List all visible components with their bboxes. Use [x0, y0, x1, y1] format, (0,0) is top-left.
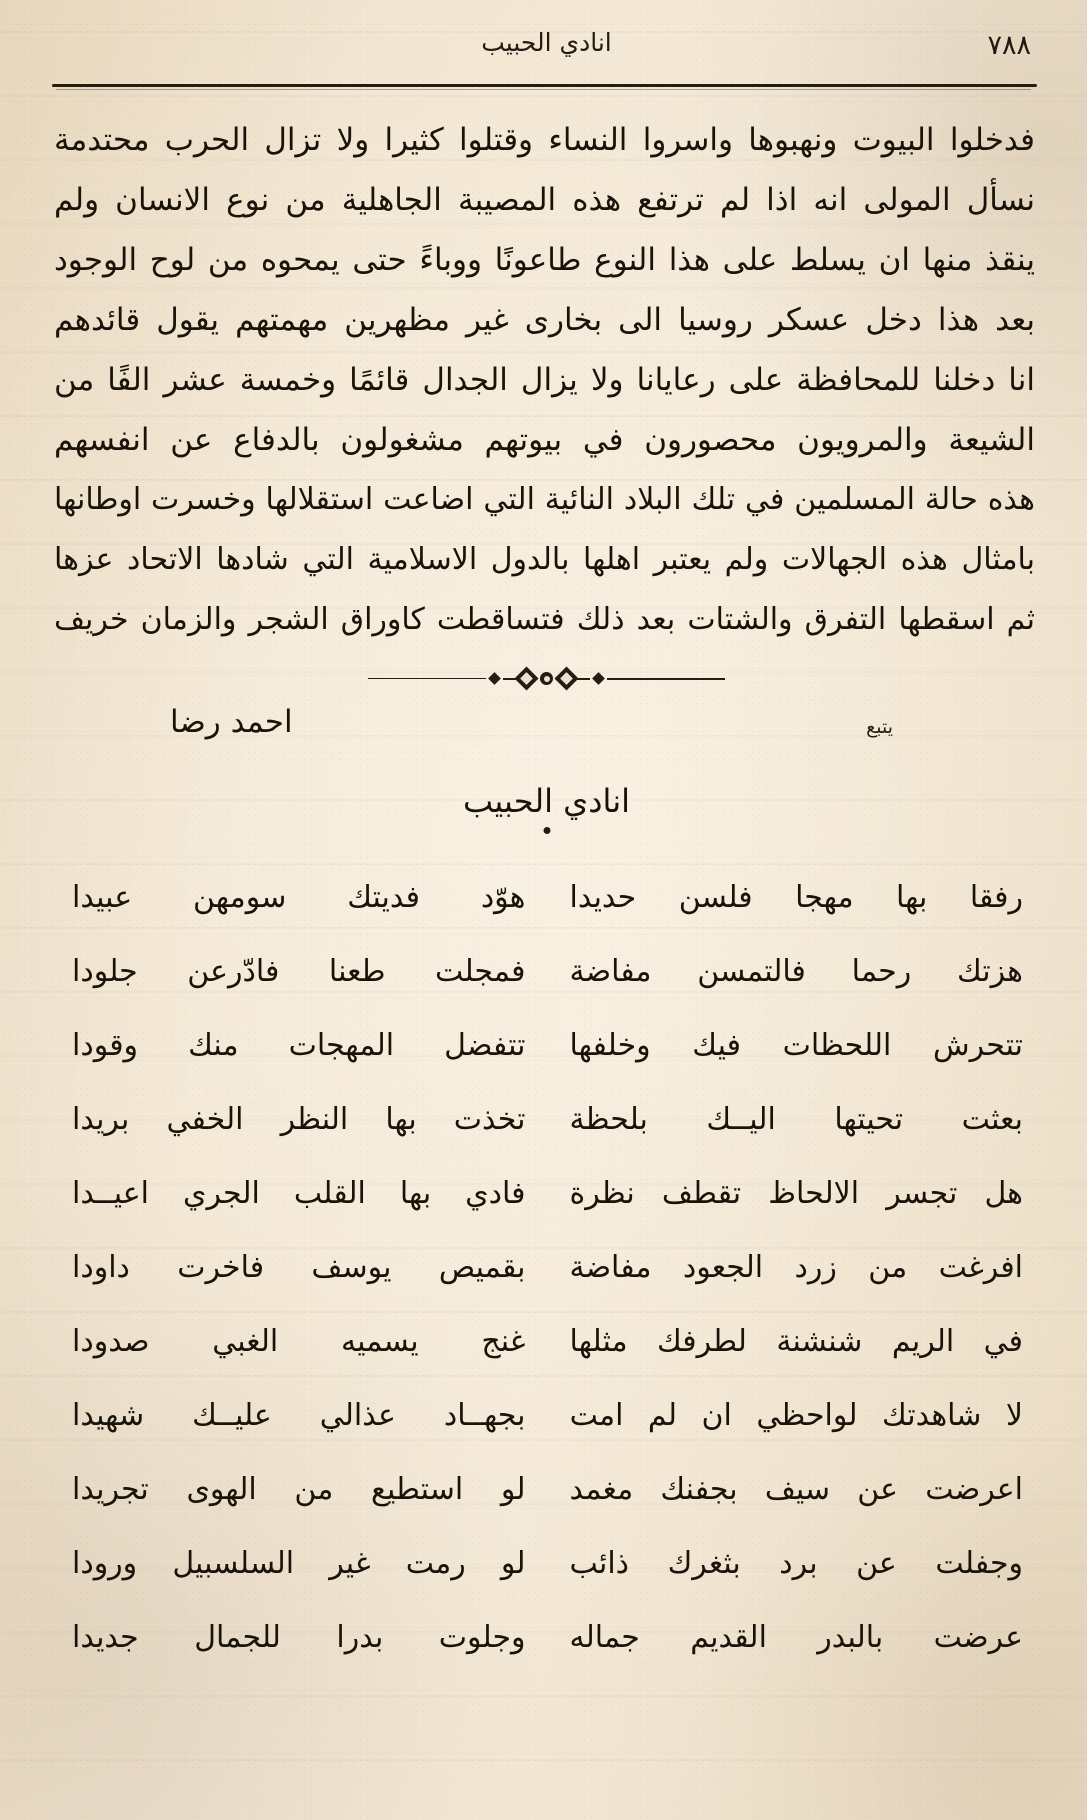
poem-word: بريدا [72, 1101, 130, 1137]
poem-word: بدرا [336, 1619, 384, 1655]
poem-word: وجفلت [935, 1545, 1023, 1581]
poem-verse [56, 1600, 1037, 1674]
poem-word: لو [500, 1545, 526, 1581]
poem-word: مفاضة [569, 953, 652, 989]
poem-word: تتفضل [444, 1027, 526, 1063]
poem-word: منك [188, 1027, 239, 1063]
poem-word: زرد [794, 1249, 837, 1285]
running-title: انادي الحبيب [481, 28, 612, 57]
poem-word: فديتك [347, 879, 420, 915]
article-line: هذه حالة المسلمين في تلك البلاد النائية التي اضاعت استقلالها وخسرت اوطانها [54, 482, 1035, 517]
poem-word: تجسر [886, 1175, 958, 1211]
poem-word: فاخرت [177, 1249, 265, 1285]
poem-word: لا [1005, 1397, 1023, 1433]
poem-verse [56, 1230, 1037, 1304]
poem-word: ان [701, 1397, 732, 1433]
poem-verse [56, 1156, 1037, 1230]
poem-word: لطرفك [657, 1323, 747, 1359]
poem-word: تحيتها [834, 1101, 904, 1137]
divider-diamond-right [514, 666, 538, 690]
article-line: بامثال هذه الجهالات ولم يعتبر اهلها بالدول الاسلامية التي شادها الاتحاد عزها [54, 542, 1035, 577]
poem-verse [56, 1008, 1037, 1082]
poem-verse [56, 1082, 1037, 1156]
poem-word: بعثت [961, 1101, 1023, 1137]
article-footer [50, 704, 1043, 764]
poem-word: بها [399, 1175, 432, 1211]
poem-word: اعيــدا [72, 1175, 149, 1211]
poem-word: ذائب [569, 1545, 630, 1581]
article-line: فدخلوا البيوت ونهبوها واسروا النساء وقتلوا كثيرا ولا تزال الحرب محتدمة [54, 122, 1035, 158]
poem-word: النظر [280, 1101, 349, 1137]
poem-verse [56, 1304, 1037, 1378]
poem-hemistich-first [544, 1176, 1038, 1211]
poem-word: من [868, 1249, 908, 1285]
divider-center-dot [540, 672, 553, 685]
poem-word: فادّرعن [187, 953, 280, 989]
poem-hemistich-first [544, 1398, 1038, 1433]
poem-word: عليــك [192, 1397, 272, 1433]
poem-hemistich-second [56, 1250, 544, 1285]
running-head [50, 0, 1043, 84]
article-line: بعد هذا دخل عسكر روسيا الى بخارى غير مظهرين مهمتهم يقول قائدهم [54, 302, 1035, 338]
poem-word: السلسبيل [172, 1545, 295, 1581]
poem-word: بها [896, 879, 928, 915]
poem-word: يوسف [311, 1249, 392, 1285]
poem-hemistich-first [544, 1102, 1038, 1137]
poem-hemistich-first [544, 1620, 1038, 1655]
poem-hemistich-first [544, 1250, 1038, 1285]
poem-verse [56, 860, 1037, 934]
divider-dash-left [577, 678, 590, 680]
poem-word: تخذت [453, 1101, 526, 1137]
poem-word: عبيدا [72, 879, 133, 915]
poem-word: بالبدر [817, 1619, 884, 1655]
poem-word: الهوى [186, 1471, 257, 1507]
poem-word: اللحظات [782, 1027, 892, 1063]
poem-word: بها [385, 1101, 417, 1137]
poem-word: اعرضت [925, 1471, 1023, 1507]
poem-word: من [294, 1471, 334, 1507]
poem-word: لو [500, 1471, 526, 1507]
poem-word: شهيدا [72, 1397, 145, 1433]
poem-word: امت [569, 1397, 624, 1433]
poem-verse [56, 934, 1037, 1008]
poem-word: فمجلت [435, 953, 526, 989]
poem-word: الالحاظ [768, 1175, 860, 1211]
poem-hemistich-second [56, 880, 544, 915]
poem-word: المهجات [288, 1027, 395, 1063]
poem-word: بلحظة [569, 1101, 648, 1137]
poem-word: برد [779, 1545, 818, 1581]
article-line: ثم اسقطها التفرق والشتات بعد ذلك فتساقطت كاوراق الشجر والزمان خريف [54, 602, 1035, 637]
poem-hemistich-first [544, 1324, 1038, 1359]
poem-word: مغمد [569, 1471, 634, 1507]
divider-diamond-left [554, 666, 578, 690]
poem-hemistich-second [56, 1102, 544, 1137]
poem-word: وجلوت [438, 1619, 526, 1655]
poem-hemistich-second [56, 1028, 544, 1063]
poem-word: فادي [465, 1175, 526, 1211]
divider-line-left [607, 678, 725, 680]
poem-word: بثغرك [667, 1545, 741, 1581]
poem-verse [56, 1526, 1037, 1600]
poem-word: هزتك [956, 953, 1023, 989]
poem-word: اليــك [706, 1101, 776, 1137]
poem-verse [56, 1452, 1037, 1526]
poem-word: عرضت [933, 1619, 1023, 1655]
poem-word: فيك [692, 1027, 741, 1063]
poem-word: تتحرش [933, 1027, 1023, 1063]
poem-word: غير [329, 1545, 371, 1581]
poem-word: حديدا [569, 879, 637, 915]
poem-word: الجري [182, 1175, 260, 1211]
poem-word: فلسن [678, 879, 753, 915]
poem-word: افرغت [938, 1249, 1023, 1285]
poem-word: هوّد [480, 879, 526, 915]
poem-word: عذالي [319, 1397, 396, 1433]
poem-word: بجهــاد [443, 1397, 526, 1433]
poem-word: مهجا [795, 879, 854, 915]
poem-word: شنشنة [776, 1323, 863, 1359]
poem-word: جماله [569, 1619, 640, 1655]
divider-dot-right [488, 672, 501, 685]
poem-word: غنج [481, 1323, 526, 1359]
article-line: انا دخلنا للمحافظة على رعايانا ولا يزال الجدال قائمًا وخمسة عشر الفًا من [54, 362, 1035, 398]
poem-word: طعنا [328, 953, 386, 989]
poem-word: عن [857, 1471, 899, 1507]
poem-word: استطيع [371, 1471, 464, 1507]
poem-word: الغبي [212, 1323, 279, 1359]
divider-line-right [368, 678, 486, 680]
article-line: الشيعة والمرويون محصورون في بيوتهم مشغولون بالدفاع عن انفسهم [54, 422, 1035, 458]
poem-hemistich-first [544, 954, 1038, 989]
poem-word: رمت [405, 1545, 466, 1581]
poem-word: نظرة [569, 1175, 635, 1211]
divider-dot-left [592, 672, 605, 685]
diamond-rule-divider-icon [50, 670, 1043, 687]
article-line: ينقذ منها ان يسلط على هذا النوع طاعونًا ووباءً حتى يمحوه من لوح الوجود [54, 242, 1035, 278]
poem-word: جديدا [72, 1619, 139, 1655]
poem-hemistich-second [56, 1546, 544, 1581]
poem-word: تقطف [661, 1175, 742, 1211]
poem-word: يسميه [341, 1323, 419, 1359]
poem-hemistich-second [56, 1176, 544, 1211]
poem-word: رحما [851, 953, 912, 989]
poem-word: بقميص [438, 1249, 526, 1285]
poem-word: وقودا [72, 1027, 139, 1063]
author-signature: احمد رضا [170, 704, 293, 740]
poem-verse [56, 1378, 1037, 1452]
header-rule [52, 84, 1037, 90]
poem-word: داودا [72, 1249, 130, 1285]
poem-word: للجمال [194, 1619, 281, 1655]
page-number: ٧٨٨ [987, 30, 1031, 61]
poem-hemistich-first [544, 880, 1038, 915]
article-body [50, 110, 1043, 650]
poem-word: شاهدتك [881, 1397, 982, 1433]
article-line: نسأل المولى انه اذا لم ترتفع هذه المصيبة الجاهلية من نوع الانسان ولم [54, 182, 1035, 218]
poem-word: في [983, 1323, 1023, 1359]
poem-word: رفقا [969, 879, 1023, 915]
poem-hemistich-second [56, 954, 544, 989]
poem-word: مفاضة [569, 1249, 652, 1285]
continuation-note: يتبع [866, 716, 893, 738]
poem-body [50, 860, 1043, 1674]
poem-hemistich-first [544, 1028, 1038, 1063]
poem-word: القلب [293, 1175, 366, 1211]
poem-word: سيف [764, 1471, 831, 1507]
poem-word: القديم [690, 1619, 767, 1655]
poem-word: فالتمسن [697, 953, 806, 989]
poem-word: لواحظي [756, 1397, 858, 1433]
poem-word: عن [856, 1545, 897, 1581]
poem-hemistich-second [56, 1398, 544, 1433]
poem-hemistich-first [544, 1472, 1038, 1507]
poem-title: انادي الحبيب [50, 782, 1043, 820]
poem-word: جلودا [72, 953, 138, 989]
poem-word: الخفي [166, 1101, 244, 1137]
poem-word: صدودا [72, 1323, 150, 1359]
poem-hemistich-second [56, 1620, 544, 1655]
poem-hemistich-second [56, 1324, 544, 1359]
poem-word: وخلفها [569, 1027, 651, 1063]
poem-hemistich-second [56, 1472, 544, 1507]
poem-word: بجفنك [660, 1471, 738, 1507]
poem-word: مثلها [569, 1323, 628, 1359]
poem-word: هل [984, 1175, 1023, 1211]
poem-word: الريم [891, 1323, 955, 1359]
poem-word: لم [647, 1397, 678, 1433]
poem-hemistich-first [544, 1546, 1038, 1581]
poem-word: الجعود [682, 1249, 764, 1285]
poem-word: تجريدا [72, 1471, 149, 1507]
poem-word: ورودا [72, 1545, 138, 1581]
poem-word: سومهن [192, 879, 287, 915]
